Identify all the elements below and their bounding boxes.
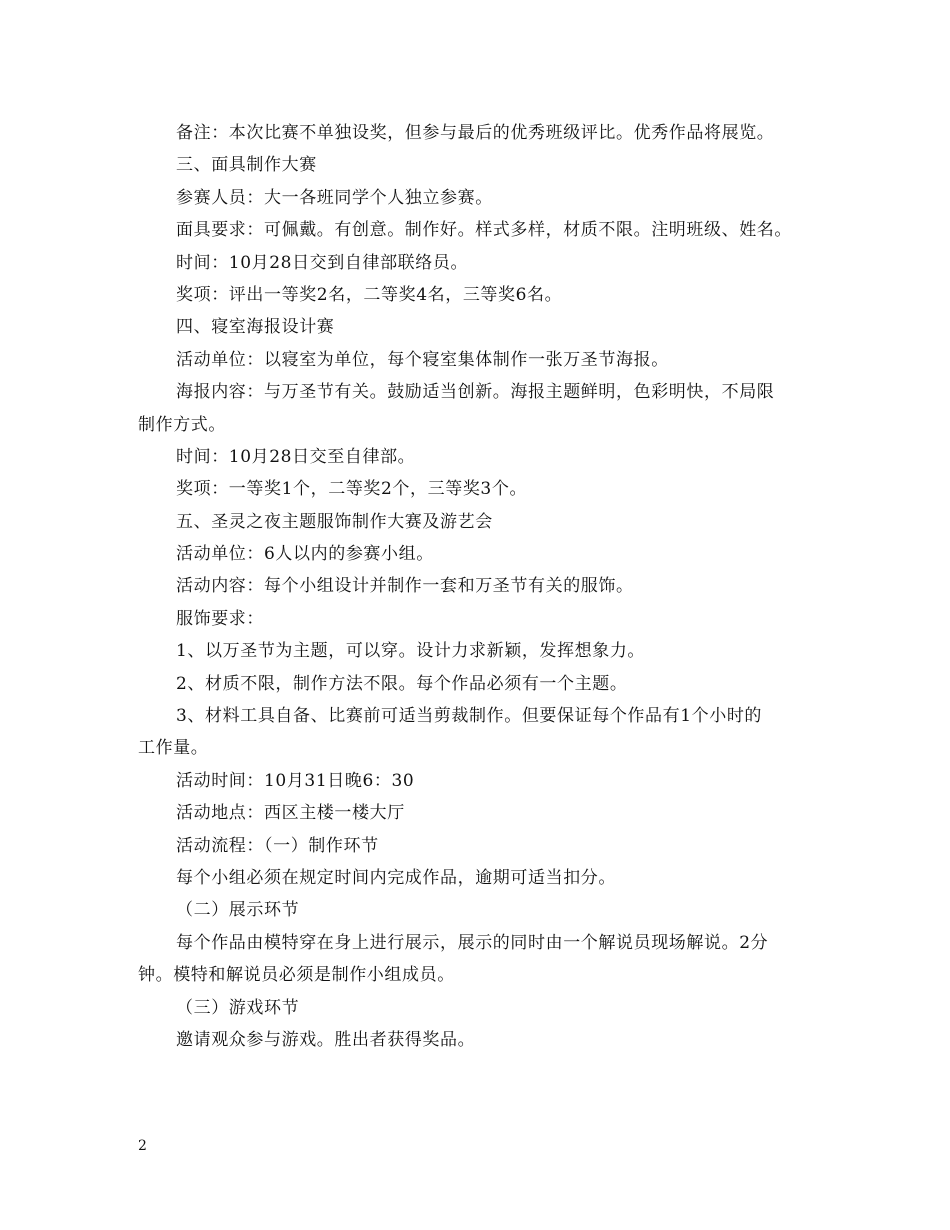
text-line: 每个小组必须在规定时间内完成作品，逾期可适当扣分。	[176, 867, 616, 888]
text-line: 邀请观众参与游戏。胜出者获得奖品。	[176, 1029, 476, 1050]
text-line: 四、寝室海报设计赛	[176, 317, 335, 338]
text-line: 1、以万圣节为主题，可以穿。设计力求新颖，发挥想象力。	[176, 641, 646, 662]
text-line: 奖项：一等奖1个，二等奖2个，三等奖3个。	[176, 479, 528, 500]
text-line: 备注：本次比赛不单独设奖，但参与最后的优秀班级评比。优秀作品将展览。	[176, 123, 775, 143]
text-line: 时间：10月28日交到自律部联络员。	[176, 252, 469, 273]
text-line: 每个作品由模特穿在身上进行展示，展示的同时由一个解说员现场解说。2分	[176, 932, 769, 953]
text-line: 服饰要求：	[176, 608, 264, 629]
text-line: 活动单位：6人以内的参赛小组。	[176, 544, 434, 565]
page-number: 2	[138, 1138, 147, 1154]
text-line: 制作方式。	[138, 414, 226, 435]
text-line: （二）展示环节	[176, 900, 300, 921]
text-line: 活动地点：西区主楼一楼大厅	[176, 803, 405, 824]
text-line: （三）游戏环节	[176, 997, 300, 1018]
text-line: 海报内容：与万圣节有关。鼓励适当创新。海报主题鲜明，色彩明快，不局限	[176, 382, 775, 403]
text-line: 五、圣灵之夜主题服饰制作大赛及游艺会	[176, 511, 493, 532]
document-body	[138, 117, 818, 1056]
text-line: 参赛人员：大一各班同学个人独立参赛。	[176, 187, 493, 208]
text-line: 面具要求：可佩戴。有创意。制作好。样式多样，材质不限。注明班级、姓名。	[176, 220, 792, 241]
text-line: 奖项：评出一等奖2名，二等奖4名，三等奖6名。	[176, 284, 563, 305]
text-line: 钟。模特和解说员必须是制作小组成员。	[138, 965, 455, 986]
text-line: 活动内容：每个小组设计并制作一套和万圣节有关的服饰。	[176, 576, 634, 597]
text-line: 时间：10月28日交至自律部。	[176, 446, 416, 467]
text-line: 活动流程：（一）制作环节	[176, 835, 379, 856]
text-line: 活动时间：10月31日晚6：30	[176, 770, 415, 791]
text-line: 2、材质不限，制作方法不限。每个作品必须有一个主题。	[176, 673, 628, 694]
text-line: 工作量。	[138, 738, 209, 759]
text-line: 三、面具制作大赛	[176, 155, 317, 176]
text-line: 3、材料工具自备、比赛前可适当剪裁制作。但要保证每个作品有1个小时的	[176, 706, 763, 727]
text-line: 活动单位：以寝室为单位，每个寝室集体制作一张万圣节海报。	[176, 349, 669, 370]
